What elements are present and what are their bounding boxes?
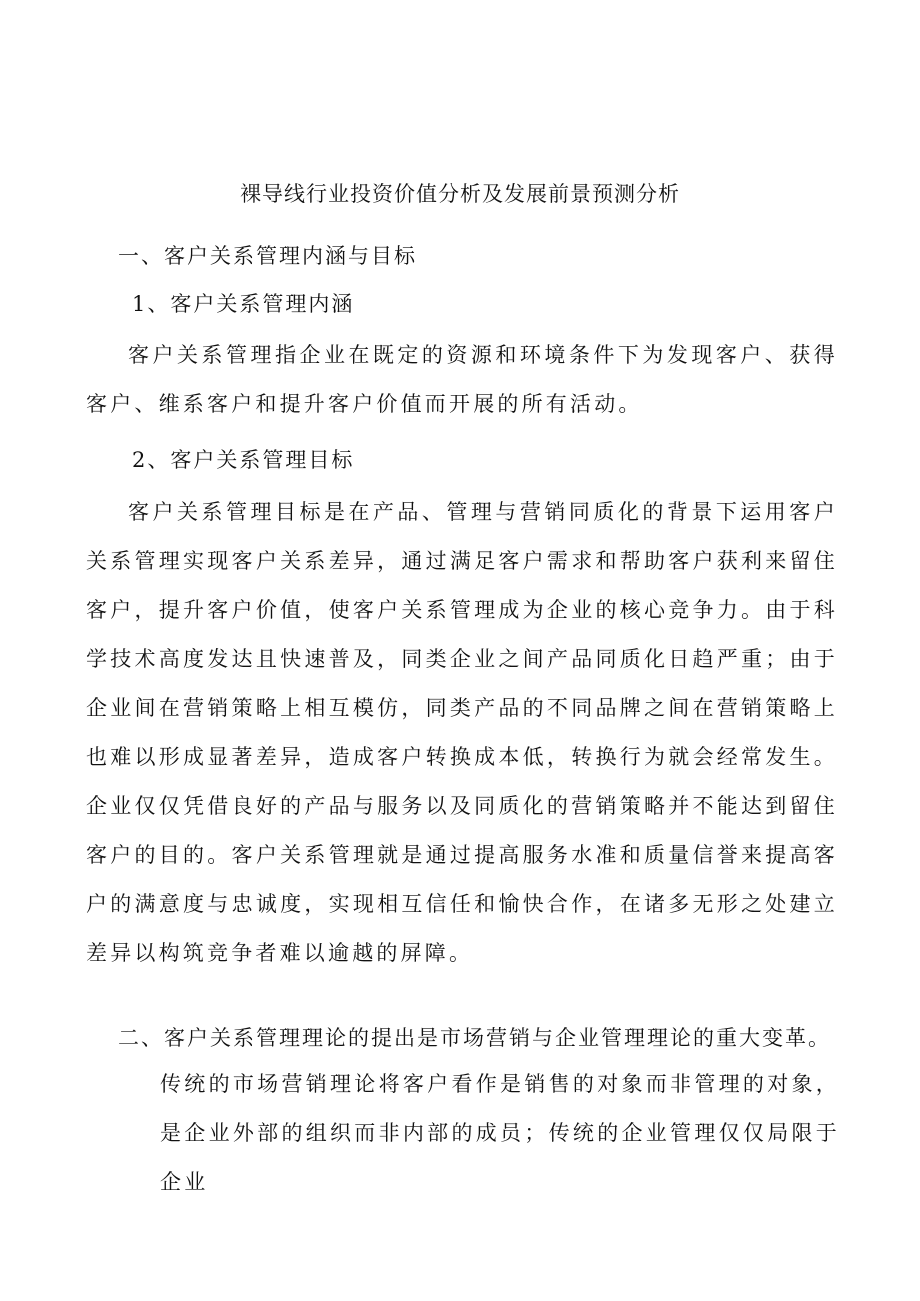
section-heading-1: 一、客户关系管理内涵与目标: [118, 244, 417, 268]
section-heading-2: 二、客户关系管理理论的提出是市场营销与企业管理理论的重大变革。: [118, 1026, 831, 1050]
subsection-heading-1: 1、客户关系管理内涵: [132, 292, 355, 316]
paragraph-crm-theory: 传统的市场营销理论将客户看作是销售的对象而非管理的对象，是企业外部的组织而非内部的成员；传统的企业管理仅仅局限于企业: [160, 1072, 840, 1194]
paragraph-crm-definition: 客户关系管理指企业在既定的资源和环境条件下为发现客户、获得客户、维系客户和提升客户价值而开展的所有活动。: [86, 343, 838, 416]
paragraph-crm-goals: 客户关系管理目标是在产品、管理与营销同质化的背景下运用客户关系管理实现客户关系差异，通过满足客户需求和帮助客户获利来留住客户，提升客户价值，使客户关系管理成为企业的核心竞争力。由于科学技术高度发达且快速普及，同类企业之间产品同质化日趋严重；由于企业间在营销策略上相互模仿，同类产品的不同品牌之间在营销策略上也难以形成显著差异，造成客户转换成本低，转换行为就会经常发生。企业仅仅凭借良好的产品与服务以及同质化的营销策略并不能达到留住客户的目的。客户关系管理就是通过提高服务水准和质量信誉来提高客户的满意度与忠诚度，实现相互信任和愉快合作，在诸多无形之处建立差异以构筑竞争者难以逾越的屏障。: [86, 500, 838, 965]
subsection-heading-2: 2、客户关系管理目标: [132, 448, 355, 472]
document-title: 裸导线行业投资价值分析及发展前景预测分析: [240, 182, 680, 206]
